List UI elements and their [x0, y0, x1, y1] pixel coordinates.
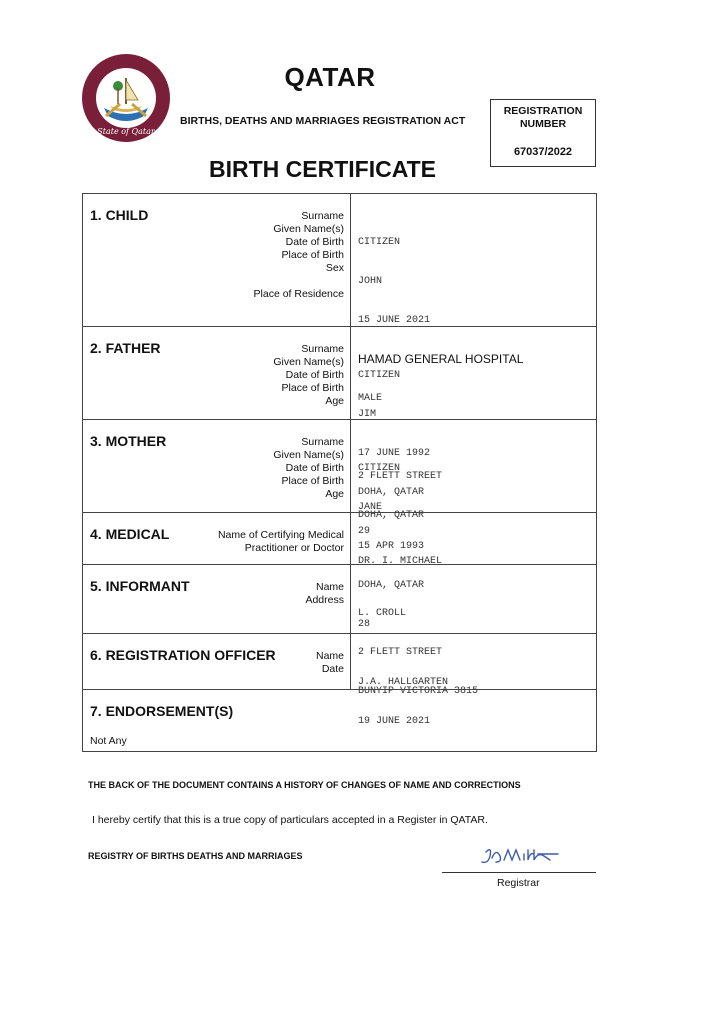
registrar-signature [478, 842, 568, 870]
field-value: DOHA, QATAR [358, 580, 425, 591]
field-label: Date [321, 663, 344, 675]
section-title: 4. MEDICAL [90, 526, 170, 542]
field-labels [83, 529, 344, 555]
field-value: 28 [358, 619, 371, 630]
field-value: CITIZEN [358, 463, 401, 474]
country-title [0, 62, 660, 93]
field-label: Age [325, 395, 344, 407]
field-label: Surname [301, 436, 344, 448]
field-label: Surname [301, 343, 344, 355]
field-value: 15 APR 1993 [358, 541, 425, 552]
field-value: CITIZEN [358, 237, 401, 248]
section-title: 6. REGISTRATION OFFICER [90, 647, 276, 663]
field-label: Place of Birth [281, 475, 344, 487]
registration-label-line1: REGISTRATION [503, 105, 583, 117]
field-value: DR. I. MICHAEL [358, 556, 443, 567]
registration-act: BIRTHS, DEATHS AND MARRIAGES REGISTRATION ACT [180, 115, 466, 127]
field-value: JANE [358, 502, 383, 513]
field-label: Name [315, 650, 344, 662]
field-value: 15 JUNE 2021 [358, 315, 431, 326]
field-label: Place of Birth [281, 249, 344, 261]
section-title: 2. FATHER [90, 340, 161, 356]
section-title: 3. MOTHER [90, 433, 167, 449]
registrar-label: Registrar [497, 877, 540, 889]
section-endorsement [83, 690, 596, 753]
back-note: THE BACK OF THE DOCUMENT CONTAINS A HISTORY OF CHANGES OF NAME AND CORRECTIONS [88, 780, 521, 790]
field-label: Given Name(s) [273, 449, 344, 461]
country-name: QATAR [284, 62, 376, 92]
field-value: DOHA, QATAR [358, 510, 425, 521]
registration-number-box [490, 99, 596, 167]
field-value: 2 FLETT STREET [358, 471, 443, 482]
certify-statement: I hereby certify that this is a true copy of particulars accepted in a Register in QATAR. [92, 814, 488, 826]
field-value: DOHA, QATAR [358, 487, 425, 498]
field-label: Date of Birth [285, 369, 344, 381]
field-label: Date of Birth [285, 462, 344, 474]
field-label: Place of Birth [281, 382, 344, 394]
field-value: JOHN [358, 276, 383, 287]
field-value: 17 JUNE 1992 [358, 448, 431, 459]
field-label: Date of Birth [285, 236, 344, 248]
field-label: Given Name(s) [273, 356, 344, 368]
field-label: Name of Certifying Medical [217, 529, 344, 541]
section-medical [83, 513, 596, 565]
field-value: MALE [358, 393, 383, 404]
endorsement-text: Not Any [90, 735, 127, 747]
field-labels [83, 343, 344, 408]
field-value: BUNYIP VICTORIA 3815 [358, 686, 479, 697]
field-label: Sex [325, 262, 344, 274]
field-labels [83, 581, 344, 607]
field-value: 29 [358, 526, 371, 537]
field-label: Address [305, 594, 344, 606]
section-title: 5. INFORMANT [90, 578, 190, 594]
field-label: Age [325, 488, 344, 500]
field-label: Name [315, 581, 344, 593]
field-value: J.A. HALLGARTEN [358, 677, 449, 688]
field-value: 2 FLETT STREET [358, 647, 443, 658]
certificate-table [82, 193, 597, 752]
field-labels [83, 650, 344, 676]
field-labels [83, 436, 344, 501]
section-title: 7. ENDORSEMENT(S) [90, 703, 234, 719]
document-title: BIRTH CERTIFICATE [209, 156, 437, 182]
field-label: Practitioner or Doctor [244, 542, 344, 554]
field-label: Place of Residence [253, 288, 344, 300]
field-labels [83, 210, 344, 301]
emblem-text: State of Qatar [97, 127, 155, 136]
field-label: Given Name(s) [273, 223, 344, 235]
field-value: L. CROLL [358, 608, 407, 619]
field-value: 19 JUNE 2021 [358, 716, 431, 727]
section-title: 1. CHILD [90, 207, 149, 223]
registry-name: REGISTRY OF BIRTHS DEATHS AND MARRIAGES [88, 851, 303, 861]
field-value: JIM [358, 409, 377, 420]
registration-label-line2: NUMBER [519, 118, 567, 130]
signature-line [442, 872, 596, 873]
field-value: HAMAD GENERAL HOSPITAL [358, 352, 524, 366]
field-value: CITIZEN [358, 370, 401, 381]
field-label: Surname [301, 210, 344, 222]
registration-number: 67037/2022 [513, 146, 573, 158]
